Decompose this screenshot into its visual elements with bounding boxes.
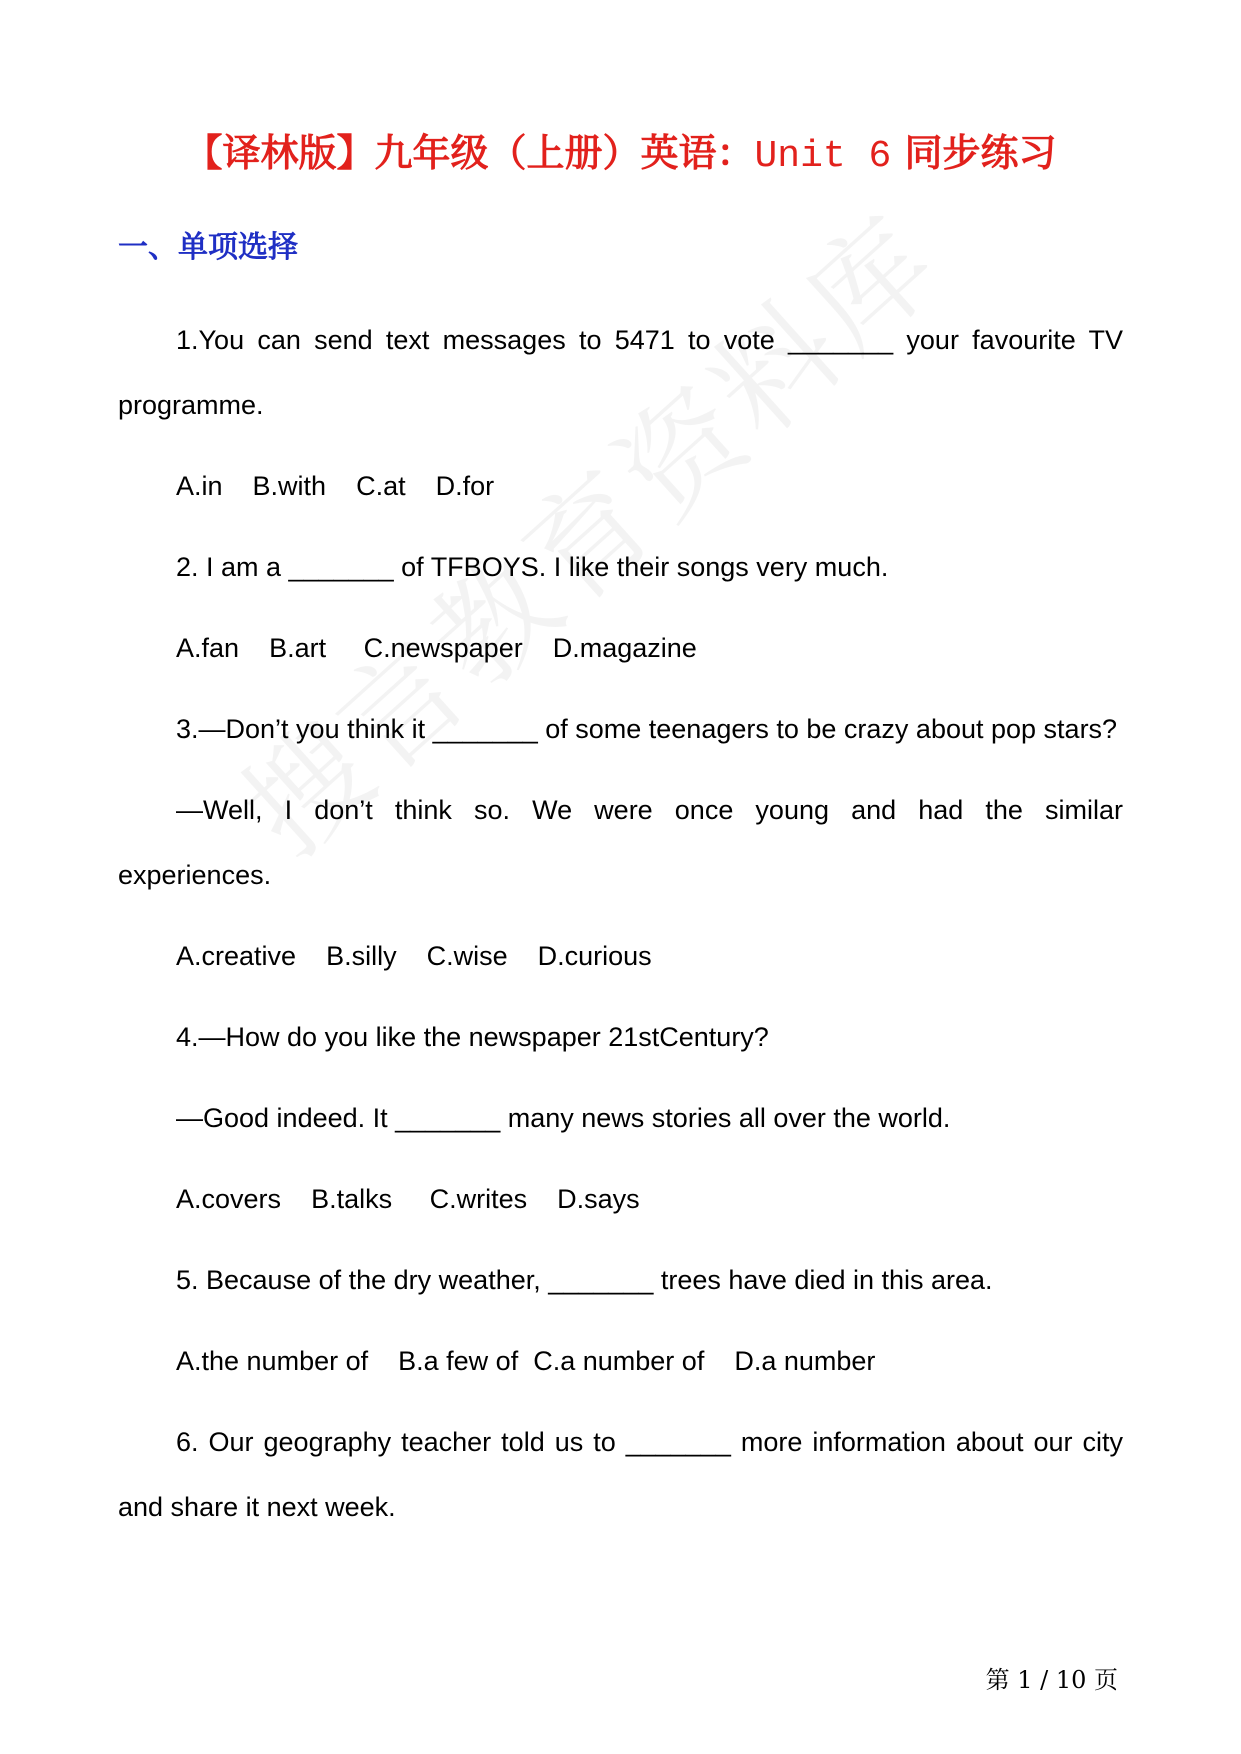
option: A.covers xyxy=(176,1184,282,1214)
question-1: 1.You can send text messages to 5471 to vote _______ your favourite TV programme. xyxy=(118,325,1123,420)
question-4: 4.—How do you like the newspaper 21stCentury? xyxy=(176,1022,769,1052)
question-4-reply: —Good indeed. It _______ many news stories all over the world. xyxy=(176,1103,951,1133)
title-unit: Unit 6 xyxy=(754,135,892,178)
question-3-reply: —Well, I don’t think so. We were once young and had the similar experiences. xyxy=(118,795,1123,890)
question-3-options xyxy=(118,924,1123,989)
option: D.a number xyxy=(734,1346,876,1376)
option: C.at xyxy=(356,471,406,501)
option: B.silly xyxy=(326,941,397,971)
title-prefix: 【译林版】九年级（上册）英语： xyxy=(184,130,755,175)
option: B.a few of xyxy=(398,1346,519,1376)
page-number: 第 1 / 10 页 xyxy=(985,1666,1118,1694)
option: C.writes xyxy=(429,1184,528,1214)
option: B.art xyxy=(269,633,327,663)
option: C.newspaper xyxy=(363,633,523,663)
option: D.magazine xyxy=(552,633,697,663)
question-5: 5. Because of the dry weather, _______ trees have died in this area. xyxy=(176,1265,993,1295)
question-4-options xyxy=(118,1167,1123,1232)
option: D.curious xyxy=(537,941,652,971)
option: A.in xyxy=(176,471,223,501)
section-heading: 一、单项选择 xyxy=(118,230,298,265)
question-2: 2. I am a _______ of TFBOYS. I like their songs very much. xyxy=(176,552,889,582)
option: A.fan xyxy=(176,633,240,663)
question-6: 6. Our geography teacher told us to _______ more information about our city and share it next week. xyxy=(118,1427,1123,1522)
question-3: 3.—Don’t you think it _______ of some teenagers to be crazy about pop stars? xyxy=(176,714,1118,744)
option: B.talks xyxy=(311,1184,393,1214)
question-5-options xyxy=(118,1329,1123,1394)
option: A.the number of xyxy=(176,1346,369,1376)
option: C.wise xyxy=(426,941,508,971)
question-1-options xyxy=(118,454,1123,519)
option: C.a number of xyxy=(533,1346,705,1376)
title-suffix: 同步练习 xyxy=(904,130,1057,175)
option: A.creative xyxy=(176,941,297,971)
option: D.says xyxy=(557,1184,640,1214)
question-list xyxy=(118,308,1123,1540)
page-title xyxy=(0,122,1241,178)
question-2-options xyxy=(118,616,1123,681)
option: D.for xyxy=(435,471,495,501)
option: B.with xyxy=(252,471,327,501)
